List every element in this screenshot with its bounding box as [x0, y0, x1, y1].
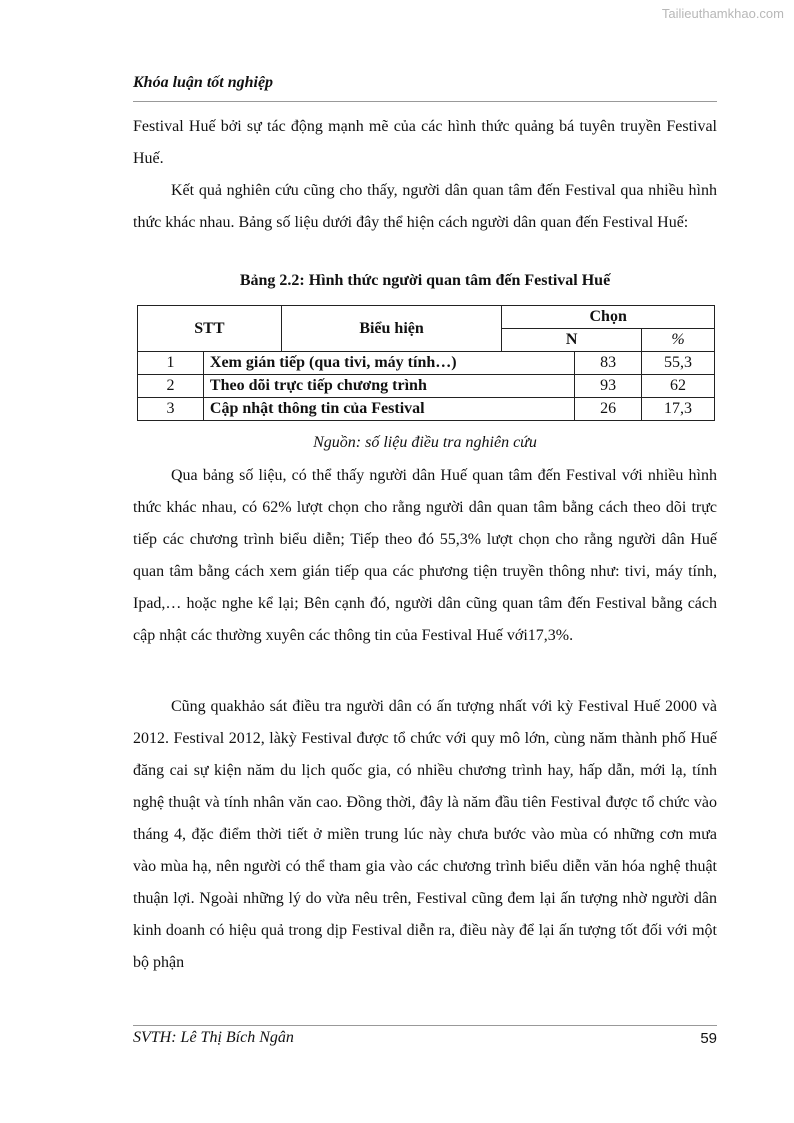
table-source: Nguồn: số liệu điều tra nghiên cứu	[313, 434, 537, 451]
paragraph-results: Kết quả nghiên cứu cũng cho thấy, người dân quan tâm đến Festival qua nhiều hình thức khác nhau. Bảng số liệu dưới đây thể hiện cách người dân quan đến Festival Huế:	[133, 182, 717, 231]
row-stt: 3	[138, 398, 204, 421]
row-percent: 55,3	[642, 352, 715, 375]
header-percent: %	[642, 329, 715, 352]
row-percent: 17,3	[642, 398, 715, 421]
row-n: 26	[575, 398, 642, 421]
footer-divider	[133, 1025, 717, 1026]
table-header-row	[138, 306, 715, 329]
watermark: Tailieuthamkhao.com	[661, 6, 784, 21]
table-row	[138, 398, 715, 421]
table-title: Bảng 2.2: Hình thức người quan tâm đến Festival Huế	[239, 272, 611, 289]
row-n: 83	[575, 352, 642, 375]
table-row	[138, 352, 715, 375]
header-bieu-hien: Biểu hiện	[281, 306, 502, 352]
row-n: 93	[575, 375, 642, 398]
paragraph-intro: Festival Huế bởi sự tác động mạnh mẽ của các hình thức quảng bá tuyên truyền Festival Huế.	[133, 118, 717, 167]
page-number: 59	[700, 1030, 717, 1047]
header-n: N	[502, 329, 642, 352]
footer-author: SVTH: Lê Thị Bích Ngân	[133, 1029, 294, 1046]
row-stt: 2	[138, 375, 204, 398]
header-chon: Chọn	[502, 306, 715, 329]
row-label: Xem gián tiếp (qua tivi, máy tính…)	[203, 352, 574, 375]
table-row	[138, 375, 715, 398]
page-header-title: Khóa luận tốt nghiệp	[133, 74, 274, 91]
data-table	[137, 305, 715, 421]
header-divider	[133, 101, 717, 102]
paragraph-analysis: Qua bảng số liệu, có thể thấy người dân Huế quan tâm đến Festival với nhiều hình thức khác nhau, có 62% lượt chọn cho rằng người dân quan tâm bằng cách theo dõi trực tiếp các chương trình biểu diễn; Tiếp theo đó 55,3% lượt chọn cho rằng người dân Huế quan tâm bằng cách xem gián tiếp qua các phương tiện truyền thông như: tivi, máy tính, Ipad,… hoặc nghe kể lại; Bên cạnh đó, người dân cũng quan tâm đến Festival bằng cách cập nhật các thường xuyên các thông tin của Festival Huế với17,3%.	[133, 467, 717, 644]
paragraph-survey: Cũng quakhảo sát điều tra người dân có ấn tượng nhất với kỳ Festival Huế 2000 và 2012. Festival 2012, làkỳ Festival được tổ chức với quy mô lớn, cùng năm thành phố Huế đăng cai sự kiện năm du lịch quốc gia, có nhiều chương trình hay, hấp dẫn, mới lạ, tính nghệ thuật và tính nhân văn cao. Đồng thời, đây là năm đầu tiên Festival được tổ chức vào tháng 4, đặc điểm thời tiết ở miền trung lúc này chưa bước vào mùa có những cơn mưa vào mùa hạ, nên người có thể tham gia vào các chương trình biểu diễn văn hóa nghệ thuật thuận lợi. Ngoài những lý do vừa nêu trên, Festival cũng đem lại ấn tượng nhờ người dân kinh doanh có hiệu quả trong dịp Festival diễn ra, điều này để lại ấn tượng tốt đối với một bộ phận	[133, 698, 717, 971]
row-label: Theo dõi trực tiếp chương trình	[203, 375, 574, 398]
row-percent: 62	[642, 375, 715, 398]
row-stt: 1	[138, 352, 204, 375]
header-stt: STT	[138, 306, 282, 352]
row-label: Cập nhật thông tin của Festival	[203, 398, 574, 421]
